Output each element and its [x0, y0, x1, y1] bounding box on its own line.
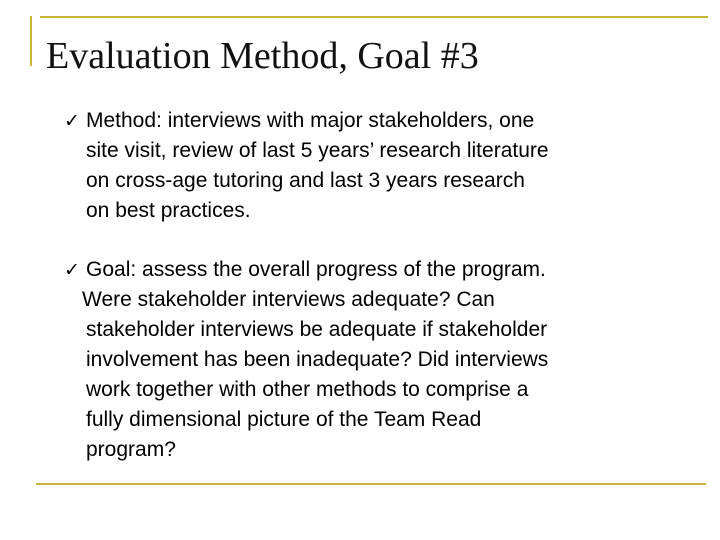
bullet-line: program? — [86, 438, 176, 461]
bullet-line: fully dimensional picture of the Team Read — [86, 408, 482, 431]
slide-title: Evaluation Method, Goal #3 — [46, 35, 479, 77]
bottom-rule — [36, 483, 706, 485]
bullet-line: Were stakeholder interviews adequate? Can — [82, 288, 495, 311]
bullet-line: site visit, review of last 5 years’ research literature — [86, 139, 549, 162]
left-rule — [30, 16, 32, 66]
bullet-line: on cross-age tutoring and last 3 years research — [86, 169, 525, 192]
bullet-line: Method: interviews with major stakeholders, one — [86, 109, 535, 132]
top-rule — [40, 16, 708, 18]
bullet-line: work together with other methods to comprise a — [86, 378, 529, 401]
checkmark-icon: ✓ — [64, 259, 80, 281]
bullet-line: Goal: assess the overall progress of the program. — [86, 258, 546, 281]
bullet-line: stakeholder interviews be adequate if stakeholder — [86, 318, 548, 341]
bullet-line: involvement has been inadequate? Did interviews — [86, 348, 549, 371]
bullet-line: on best practices. — [86, 199, 251, 222]
checkmark-icon: ✓ — [64, 110, 80, 132]
